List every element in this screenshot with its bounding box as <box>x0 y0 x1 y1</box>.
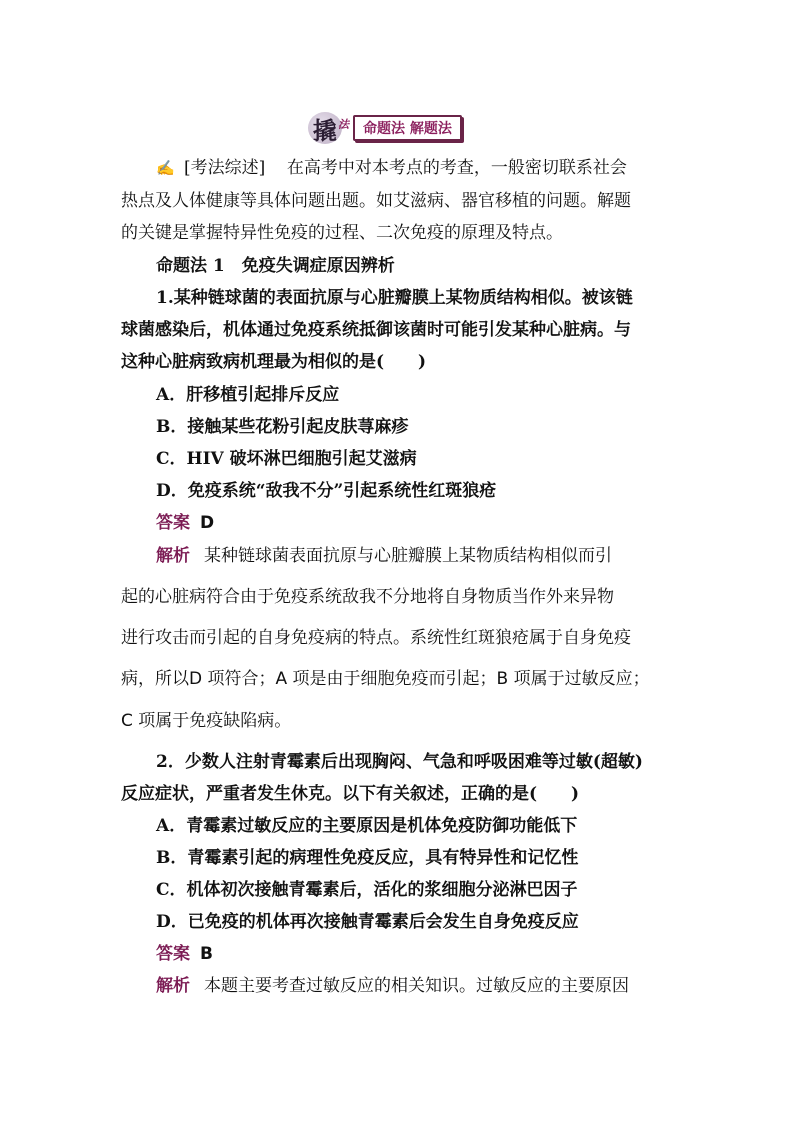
q1-answer-value: D <box>200 513 215 533</box>
q1-option-a: A．肝移植引起排斥反应 <box>156 385 340 405</box>
q2-answer-value: B <box>200 944 213 964</box>
q1-option-c: C．HIV 破坏淋巴细胞引起艾滋病 <box>156 449 417 469</box>
pen-icon: ✍ <box>156 159 175 177</box>
q2-answer-label: 答案 <box>156 944 190 964</box>
q2-answer <box>156 946 213 963</box>
section-tag: 命题法 解题法 <box>353 115 462 141</box>
method-title: 命题法 1 免疫失调症原因辨析 <box>156 256 395 276</box>
q1-answer-label: 答案 <box>156 513 190 533</box>
q1-explain-line-1 <box>156 548 612 565</box>
q2-explain-label: 解析 <box>156 976 190 996</box>
q1-stem-1: 1.某种链球菌的表面抗原与心脏瓣膜上某物质结构相似。被该链 <box>156 288 633 308</box>
q2-option-d: D．已免疫的机体再次接触青霉素后会发生自身免疫反应 <box>156 912 579 932</box>
overview-label: [考法综述] <box>184 158 266 178</box>
q1-explain-line-2: 起的心脏病符合由于免疫系统敌我不分地将自身物质当作外来异物 <box>121 587 614 607</box>
q1-answer <box>156 515 214 532</box>
q1-explain-label: 解析 <box>156 546 190 566</box>
section-badge <box>308 112 462 144</box>
q1-explain-text-1: 某种链球菌表面抗原与心脏瓣膜上某物质结构相似而引 <box>204 546 612 566</box>
q1-explain-line-4: 病，所以D 项符合；A 项是由于细胞免疫而引起；B 项属于过敏反应； <box>121 669 650 689</box>
overview-line-1 <box>156 160 627 177</box>
q1-option-b: B．接触某些花粉引起皮肤荨麻疹 <box>156 417 409 437</box>
q1-stem-2: 球菌感染后，机体通过免疫系统抵御该菌时可能引发某种心脏病。与 <box>121 320 631 340</box>
q2-explain-text-1: 本题主要考查过敏反应的相关知识。过敏反应的主要原因 <box>204 976 629 996</box>
q2-option-a: A．青霉素过敏反应的主要原因是机体免疫防御功能低下 <box>156 816 578 836</box>
q1-stem-3: 这种心脏病致病机理最为相似的是( ) <box>121 352 427 372</box>
q2-explain-line-1 <box>156 978 629 995</box>
q2-stem-2: 反应症状，严重者发生休克。以下有关叙述，正确的是( ) <box>121 784 580 804</box>
q2-option-c: C．机体初次接触青霉素后，活化的浆细胞分泌淋巴因子 <box>156 880 578 900</box>
seal-icon: 撬 <box>308 112 342 144</box>
q2-option-b: B．青霉素引起的病理性免疫反应，具有特异性和记忆性 <box>156 848 579 868</box>
seal-sub-text: 法 <box>338 118 349 131</box>
q2-stem-1: 2．少数人注射青霉素后出现胸闷、气急和呼吸困难等过敏(超敏) <box>156 752 643 772</box>
q1-option-d: D．免疫系统“敌我不分”引起系统性红斑狼疮 <box>156 481 497 501</box>
overview-text-1: 在高考中对本考点的考查，一般密切联系社会 <box>286 158 627 178</box>
overview-line-2: 热点及人体健康等具体问题出题。如艾滋病、器官移植的问题。解题 <box>121 191 631 211</box>
q1-explain-line-3: 进行攻击而引起的自身免疫病的特点。系统性红斑狼疮属于自身免疫 <box>121 628 631 648</box>
overview-line-3: 的关键是掌握特异性免疫的过程、二次免疫的原理及特点。 <box>121 223 563 243</box>
q1-explain-line-5: C 项属于免疫缺陷病。 <box>121 711 292 731</box>
